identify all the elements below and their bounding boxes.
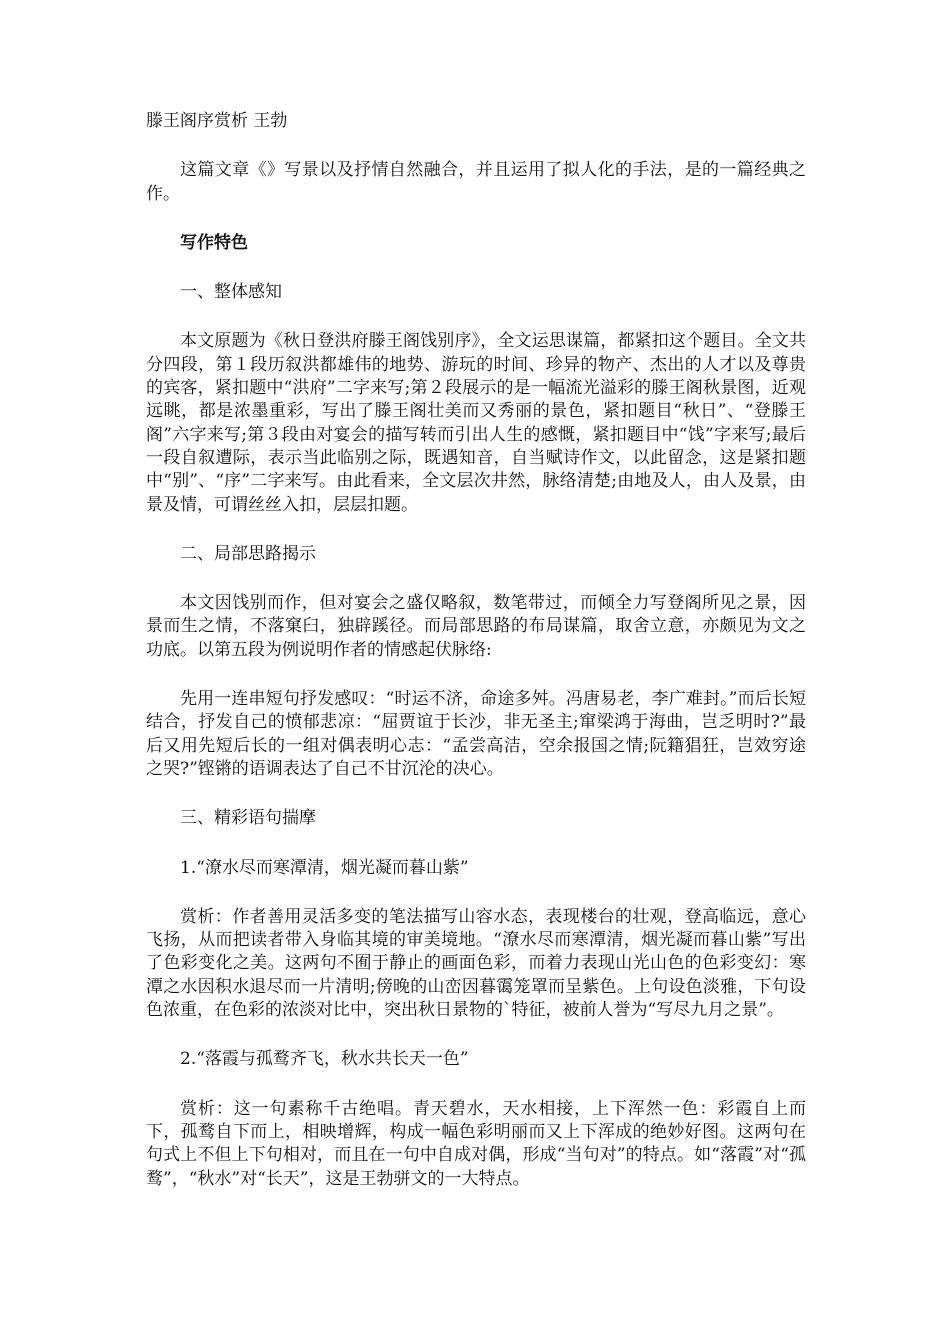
section2-heading: 二、局部思路揭示 [180,543,316,564]
document-title: 滕王阁序赏析 王勃 [146,111,288,131]
section3-item1-quote: 1.“潦水尽而寒潭清，烟光凝而暮山紫” [180,857,469,878]
section3-heading: 三、精彩语句揣摩 [180,808,316,829]
section2-paragraph-2: 先用一连串短句抒发感叹：“时运不济，命途多舛。冯唐易老，李广难封。”而后长短结合，抒发自己的愤郁悲凉：“屈贾谊于长沙，非无圣主;窜梁鸿于海曲，岂乏明时?”最后又用先短后长的一组对偶表明心志：“孟尝高洁，空余报国之情;阮籍猖狂，岂效穷途之哭?”铿锵的语调表达了自己不甘沉沦的决心。 [146,689,806,779]
section3-item2-quote: 2.“落霞与孤鹜齐飞，秋水共长天一色” [180,1049,469,1070]
section1-heading: 一、整体感知 [180,282,282,303]
section3-item2-analysis: 赏析：这一句素称千古绝唱。青天碧水，天水相接，上下浑然一色：彩霞自上而下，孤鹜自下而上，相映增辉，构成一幅色彩明丽而又上下浑成的绝妙好图。这两句在句式上不但上下句相对，而且在一句中自成对偶，形成“当句对”的特点。如“落霞”对“孤鹜”，“秋水”对“长天”，这是王勃骈文的一大特点。 [146,1098,806,1189]
section2-paragraph-1: 本文因饯别而作，但对宴会之盛仅略叙，数笔带过，而倾全力写登阁所见之景，因景而生之情，不落窠臼，独辟蹊径。而局部思路的布局谋篇，取舍立意，亦颇见为文之功底。以第五段为例说明作者的情感起伏脉络: [146,593,806,660]
intro-paragraph: 这篇文章《》写景以及抒情自然融合，并且运用了拟人化的手法，是的一篇经典之作。 [146,160,806,204]
document-page [146,110,806,1217]
section3-item1-analysis: 赏析：作者善用灵活多变的笔法描写山容水态，表现楼台的壮观，登高临远，意心飞扬，从而把读者带入身临其境的审美境地。“潦水尽而寒潭清，烟光凝而暮山紫”写出了色彩变化之美。这两句不囿于静止的画面色彩，而着力表现山光山色的色彩变幻：寒潭之水因积水退尽而一片清明;傍晚的山峦因暮霭笼罩而呈紫色。上句设色淡雅，下句设色浓重，在色彩的浓淡对比中，突出秋日景物的`特征，被前人誉为“写尽九月之景”。 [146,906,806,1021]
section1-paragraph: 本文原题为《秋日登洪府滕王阁饯别序》，全文运思谋篇，都紧扣这个题目。全文共分四段，第１段历叙洪都雄伟的地势、游玩的时间、珍异的物产、杰出的人才以及尊贵的宾客，紧扣题中“洪府”二字来写;第２段展示的是一幅流光溢彩的滕王阁秋景图，近观远眺，都是浓墨重彩，写出了滕王阁壮美而又秀丽的景色，紧扣题目“秋日”、“登滕王阁”六字来写;第３段由对宴会的描写转而引出人生的感慨，紧扣题目中“饯”字来写;最后一段自叙遭际，表示当此临别之际，既遇知音，自当赋诗作文，以此留念，这是紧扣题中“别”、“序”二字来写。由此看来，全文层次井然，脉络清楚;由地及人，由人及景，由景及情，可谓丝丝入扣，层层扣题。 [146,331,806,515]
section-heading: 写作特色 [180,232,248,253]
